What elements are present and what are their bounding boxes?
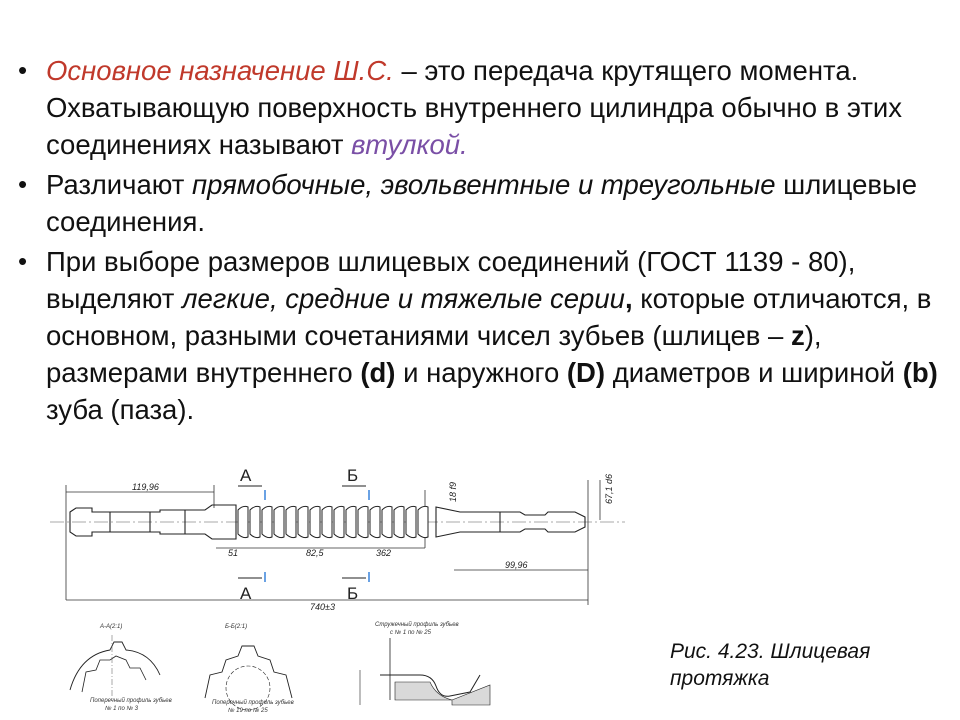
caption-line-2: протяжка: [670, 667, 770, 690]
detail-view-chip-profile: [360, 621, 490, 705]
view-c-note: с № 1 по № 25: [390, 630, 431, 636]
term-main-purpose: Основное назначение Ш.С.: [46, 55, 394, 86]
bullet-text: и наружного: [395, 357, 567, 388]
dim-diameter-2: 67,1 d6: [604, 473, 614, 504]
series-names: легкие, средние и тяжелые серии: [182, 283, 625, 314]
view-a-title: А-А(2:1): [100, 624, 123, 630]
dim-82-5: 82,5: [306, 548, 324, 558]
view-a-note-1: Поперечный профиль зубьев: [90, 698, 172, 704]
broach-tooth: [418, 506, 428, 537]
broach-tooth: [286, 506, 296, 537]
broach-tooth: [250, 506, 260, 537]
broach-tooth: [406, 506, 416, 537]
detail-view-a: [70, 624, 172, 712]
bullet-marker: •: [18, 169, 28, 199]
broach-tooth: [238, 506, 248, 537]
view-b-note-1: Поперечный профиль зубьев: [212, 700, 294, 706]
bullet-3: [18, 243, 943, 428]
broach-tooth: [334, 506, 344, 537]
broach-tooth: [382, 506, 392, 537]
dim-right-length: 99,96: [505, 560, 528, 570]
caption-line-1: Рис. 4.23. Шлицевая: [670, 640, 871, 663]
broach-tooth: [370, 506, 380, 537]
spline-types: прямобочные, эвольвентные и треугольные: [192, 169, 776, 200]
bullet-text: Различают: [46, 169, 192, 200]
dim-total-length: 740±3: [310, 602, 335, 612]
bullet-marker: •: [18, 246, 28, 276]
bullet-list: [18, 52, 943, 431]
dim-51: 51: [228, 548, 239, 558]
view-b-title: Б-Б(2:1): [225, 624, 248, 630]
symbol-b: (b): [902, 357, 938, 388]
bullet-2: [18, 166, 943, 240]
broach-tooth: [346, 506, 356, 537]
section-b-bottom: Б: [347, 584, 359, 603]
detail-view-b: [205, 624, 294, 714]
broach-tooth: [322, 506, 332, 537]
symbol-D: (D): [566, 357, 606, 388]
view-c-title: Стружечный профиль зубьев: [375, 622, 459, 628]
bullet-text: которые отличаются, в основном, разными сочетаниями чисел зубьев (шлицев –: [46, 283, 932, 351]
bullet-text: При выборе размеров шлицевых соединений (ГОСТ 1139 - 80), выделяют: [46, 246, 856, 314]
section-b-top: Б: [347, 466, 359, 485]
broach-tooth: [394, 506, 404, 537]
symbol-d: (d): [360, 357, 396, 388]
bullet-1: [18, 52, 943, 163]
bold-comma: ,: [624, 283, 633, 314]
bullet-text: – это передача крутящего момента. Охватывающую поверхность внутреннего цилиндра обычно в этих соединениях называют: [46, 55, 903, 160]
dimension-lines: [66, 480, 600, 605]
broach-tooth: [274, 506, 284, 537]
broach-tooth: [358, 506, 368, 537]
broach-tooth: [298, 506, 308, 537]
dim-left-length: 119,96: [132, 482, 159, 492]
bullet-text: ), размерами внутреннего: [46, 320, 822, 388]
bullet-text: шлицевые соединения.: [46, 169, 918, 237]
section-a-top: А: [240, 466, 252, 485]
bullet-text: зуба (паза).: [46, 394, 195, 425]
bullet-marker: •: [18, 55, 28, 85]
section-a-bottom: А: [240, 584, 252, 603]
view-b-note-2: № 19 по № 25: [228, 708, 268, 714]
figure-caption: [670, 638, 940, 692]
broach-tooth: [262, 506, 272, 537]
bullet-text: диаметров и шириной: [605, 357, 903, 388]
broach-tooth: [310, 506, 320, 537]
dim-362: 362: [376, 548, 392, 558]
view-a-note-2: № 1 по № 3: [105, 706, 138, 712]
term-bushing: втулкой.: [351, 129, 468, 160]
symbol-z: z: [790, 320, 805, 351]
dim-diameter-1: 18 f9: [448, 481, 458, 502]
